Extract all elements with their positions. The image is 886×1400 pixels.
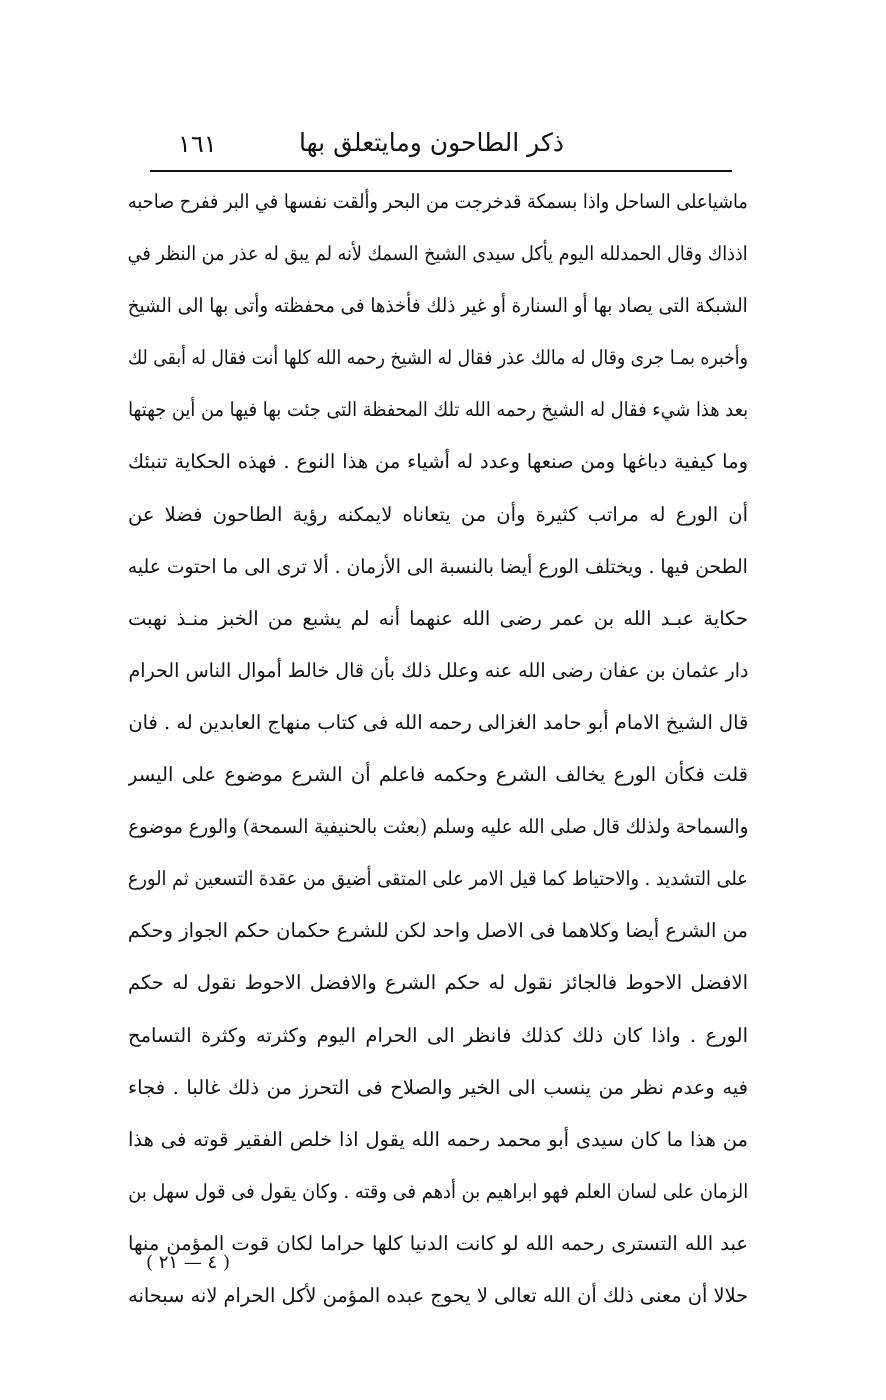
text-line: الزمان على لسان العلم فهو ابراهيم بن أدهم فى وقته . وكان يقول فى قول سهل بن xyxy=(128,1179,748,1203)
text-line: أن الورع له مراتب كثيرة وأن من يتعاناه لايمكنه رؤية الطاحون فضلا عن xyxy=(128,502,748,526)
text-line: دار عثمان بن عفان رضى الله عنه وعلل ذلك بأن قال خالط أموال الناس الحرام xyxy=(128,658,748,682)
signature-mark: ( ٤ — ٢١ ) xyxy=(146,1252,230,1273)
text-line: قال الشيخ الامام أبو حامد الغزالى رحمه الله فى كتاب منهاج العابدين له . فان xyxy=(128,710,748,734)
text-line: الشبكة التى يصاد بها أو السنارة أو غير ذلك فأخذها فى محفظته وأتى بها الى الشيخ xyxy=(128,294,748,318)
text-line: فيه وعدم نظر من ينسب الى الخير والصلاح فى التحرز من ذلك غالبا . فجاء xyxy=(128,1075,748,1099)
text-line: على التشديد . والاحتياط كما قيل الامر على المتقى أضيق من عقدة التسعين ثم الورع xyxy=(128,867,748,891)
page-header xyxy=(148,122,564,168)
text-line: الطحن فيها . ويختلف الورع أيضا بالنسبة الى الأزمان . ألا ترى الى ما احتوت عليه xyxy=(128,554,748,578)
text-line: اذذاك وقال الحمدلله اليوم يأكل سيدى الشيخ السمك لأنه لم يبق له عذر من النظر في xyxy=(128,242,748,266)
text-line: وأخبره بمـا جرى وقال له مالك عذر فقال له الشيخ رحمه الله كلها أنت فقال له أبقى لك xyxy=(128,346,748,370)
text-line: وما كيفية دباغها ومن صنعها وعدد له أشياء من هذا النوع . فهذه الحكاية تنبئك xyxy=(128,450,748,474)
text-line: ماشياعلى الساحل واذا بسمكة قدخرجت من البحر وألقت نفسها في البر ففرح صاحبه xyxy=(128,190,748,213)
text-line: الافضل الاحوط فالجائز نقول له حكم الشرع والافضل الاحوط نقول له حكم xyxy=(128,971,748,995)
header-divider xyxy=(150,170,732,172)
text-line: عبد الله التسترى رحمه الله لو كانت الدنيا كلها حراما لكان قوت المؤمن منها xyxy=(128,1231,748,1255)
text-line: بعد هذا شيء فقال له الشيخ رحمه الله تلك المحفظة التى جئت بها فيها من أين جهتها xyxy=(128,398,748,422)
text-line: من هذا ما كان سيدى أبو محمد رحمه الله يقول اذا خلص الفقير قوته فى هذا xyxy=(128,1127,748,1151)
text-line: الورع . واذا كان ذلك كذلك فانظر الى الحرام اليوم وكثرته وكثرة التسامح xyxy=(128,1023,748,1047)
running-title: ذكر الطاحون ومايتعلق بها xyxy=(299,128,564,157)
text-line: حكاية عبـد الله بن عمر رضى الله عنهما أنه لم يشبع من الخبز منـذ نهبت xyxy=(128,606,748,630)
text-line: والسماحة ولذلك قال صلى الله عليه وسلم (بعثت بالحنيفية السمحة) والورع موضوع xyxy=(128,815,748,839)
page-number: ١٦١ xyxy=(178,130,217,158)
text-line: من الشرع أيضا وكلاهما فى الاصل واحد لكن للشرع حكمان حكم الجواز وحكم xyxy=(128,919,748,943)
text-line: حلالا أن معنى ذلك أن الله تعالى لا يحوج عبده المؤمن لأكل الحرام لانه سبحانه xyxy=(128,1283,748,1307)
text-line: قلت فكأن الورع يخالف الشرع وحكمه فاعلم أن الشرع موضوع على اليسر xyxy=(128,763,748,787)
body-text xyxy=(128,176,748,1322)
